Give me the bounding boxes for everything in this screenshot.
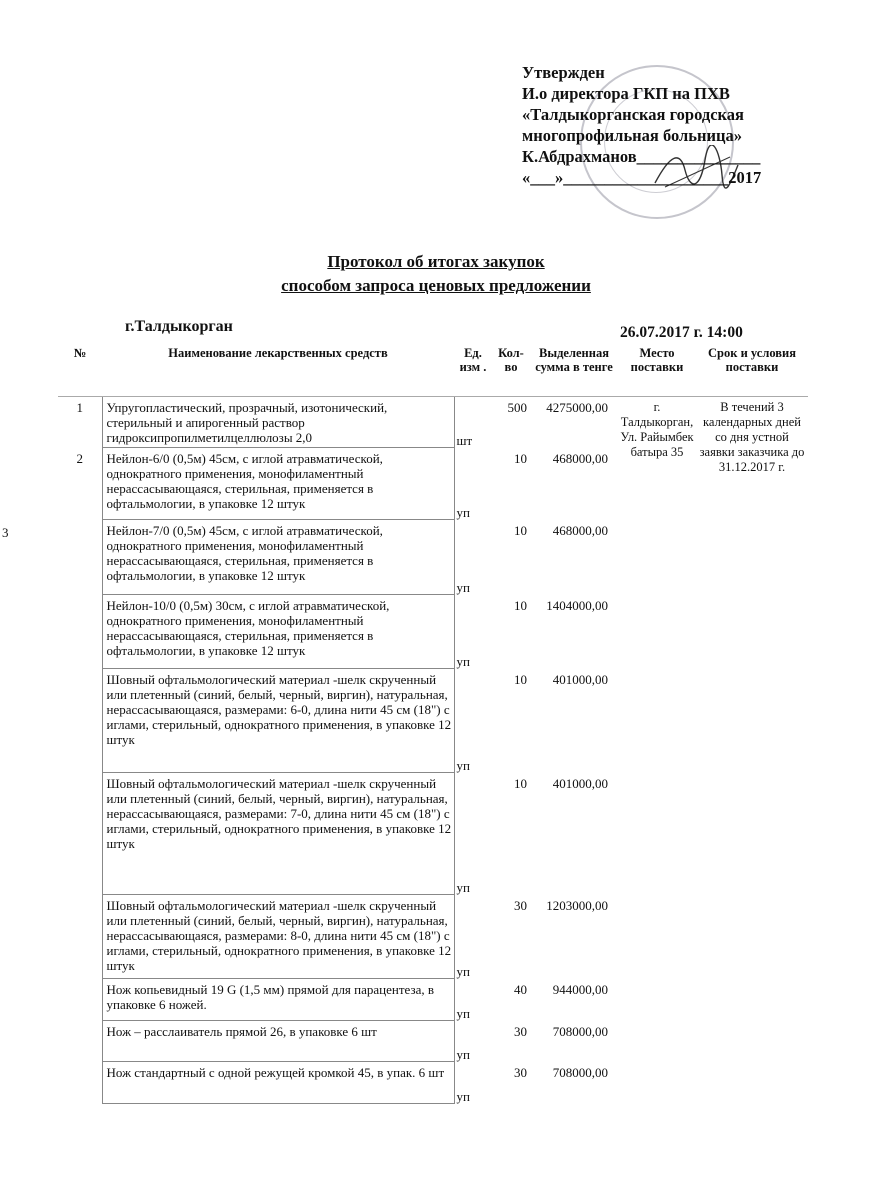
col-header-name: Наименование лекарственных средств xyxy=(102,340,454,397)
col-header-term: Срок и условия поставки xyxy=(696,340,808,397)
approval-line: многопрофильная больница» xyxy=(522,126,743,145)
row-num xyxy=(58,669,102,773)
row-sum: 1203000,00 xyxy=(546,897,608,913)
approval-line: И.о директора ГКП на ПХВ xyxy=(522,84,730,103)
approval-line: «Талдыкорганская городская xyxy=(522,105,744,124)
row-unit: уп xyxy=(456,504,470,520)
table-row xyxy=(58,773,808,895)
row-sum: 1404000,00 xyxy=(546,597,608,613)
row-qty: 500 xyxy=(507,400,527,415)
col-header-qty: Кол-во xyxy=(492,340,530,397)
table-row xyxy=(58,520,808,595)
row-qty: 40 xyxy=(514,981,527,997)
row-qty: 10 xyxy=(514,671,527,687)
table-row xyxy=(58,669,808,773)
row-unit: уп xyxy=(456,653,470,669)
row-unit: уп xyxy=(456,757,470,773)
row-unit: уп xyxy=(456,1046,470,1062)
row-qty: 30 xyxy=(514,897,527,913)
delivery-term: В течений 3 календарных дней со дня устной заявки заказчика до 31.12.2017 г. xyxy=(699,400,805,474)
table-row xyxy=(58,595,808,669)
row-name: Шовный офтальмологический материал -шелк скрученный или плетенный (синий, белый, черный, виргин), натуральная, нерассасывающаяся, размерами: 6-0, длина нити 45 см (18") с иглами, стерильный, однократного применения, в упаковке 12 штук xyxy=(102,669,454,773)
col-header-unit: Ед. изм . xyxy=(454,340,492,397)
table-row xyxy=(58,979,808,1021)
procurement-table xyxy=(58,340,808,1104)
row-num: 2 xyxy=(76,450,83,466)
col-header-num: № xyxy=(58,340,102,397)
row-num xyxy=(58,979,102,1021)
row-num xyxy=(58,595,102,669)
row-name: Шовный офтальмологический материал -шелк скрученный или плетенный (синий, белый, черный, виргин), натуральная, нерассасывающаяся, размерами: 8-0, длина нити 45 см (18") с иглами, стерильный, однократного применения, в упаковке 12 штук xyxy=(102,895,454,979)
row-name: Нож – расслаиватель прямой 26, в упаковке 6 шт xyxy=(102,1021,454,1062)
row-sum: 4275000,00 xyxy=(546,400,608,415)
row-name: Нейлон-10/0 (0,5м) 30см, с иглой атравматической, однократного применения, монофиламентный нерассасывающаяся, стерильная, применяется в офтальмологии, в упаковке 12 штук xyxy=(102,595,454,669)
row-sum: 708000,00 xyxy=(552,1023,608,1039)
row-unit: уп xyxy=(456,963,470,979)
row-sum: 401000,00 xyxy=(552,671,608,687)
document-title: Протокол об итогах закупок xyxy=(327,252,545,271)
row-name: Упругопластический, прозрачный, изотонический, стерильный и апирогенный раствор гидроксипропилметилцеллюлозы 2,0 xyxy=(102,397,454,448)
row-unit: уп xyxy=(456,879,470,895)
approval-line: «___»____________________2017 xyxy=(522,168,762,187)
table-row xyxy=(58,397,808,448)
row-num xyxy=(58,1021,102,1062)
table-row xyxy=(58,1021,808,1062)
row-num xyxy=(58,1062,102,1104)
row-qty: 10 xyxy=(514,597,527,613)
row-sum: 468000,00 xyxy=(552,450,608,466)
row-sum: 401000,00 xyxy=(552,775,608,791)
row-unit: уп xyxy=(456,1005,470,1021)
approval-line: К.Абдрахманов_______________ xyxy=(522,147,761,166)
row-name: Нейлон-6/0 (0,5м) 45см, с иглой атравматической, однократного применения, монофиламентный нерассасывающаяся, стерильная, применяется в офтальмологии, в упаковке 12 штук xyxy=(102,448,454,520)
row-name: Нейлон-7/0 (0,5м) 45см, с иглой атравматической, однократного применения, монофиламентный нерассасывающаяся, стерильная, применяется в офтальмологии, в упаковке 12 штук xyxy=(102,520,454,595)
table-row xyxy=(58,895,808,979)
row-name: Шовный офтальмологический материал -шелк скрученный или плетенный (синий, белый, черный, виргин), натуральная, нерассасывающаяся, размерами: 7-0, длина нити 45 см (18") с иглами, стерильный, однократного применения, в упаковке 12 штук xyxy=(102,773,454,895)
row-num: 3 xyxy=(2,525,9,540)
row-sum: 944000,00 xyxy=(552,981,608,997)
row-num xyxy=(58,895,102,979)
row-qty: 30 xyxy=(514,1023,527,1039)
row-unit: уп xyxy=(456,1088,470,1104)
row-unit: шт xyxy=(456,432,473,448)
row-num: 1 xyxy=(76,400,83,415)
table-row xyxy=(58,1062,808,1104)
row-num xyxy=(58,773,102,895)
city-label: г.Талдыкорган xyxy=(125,318,233,335)
document-subtitle: способом запроса ценовых предложении xyxy=(281,276,591,295)
row-unit: уп xyxy=(456,579,470,595)
row-sum: 708000,00 xyxy=(552,1064,608,1080)
approval-block xyxy=(522,62,812,188)
row-name: Нож стандартный с одной режущей кромкой 45, в упак. 6 шт xyxy=(102,1062,454,1104)
row-sum: 468000,00 xyxy=(552,522,608,538)
row-qty: 10 xyxy=(514,450,527,466)
row-qty: 10 xyxy=(514,775,527,791)
table-header-row xyxy=(58,340,808,397)
date-time: 26.07.2017 г. 14:00 xyxy=(620,324,743,341)
row-qty: 30 xyxy=(514,1064,527,1080)
approval-line: Утвержден xyxy=(522,63,605,82)
col-header-place: Место поставки xyxy=(618,340,696,397)
delivery-place: г. Талдыкорган, Ул. Райымбек батыра 35 xyxy=(620,400,694,459)
col-header-sum: Выделенная сумма в тенге xyxy=(530,340,618,397)
row-qty: 10 xyxy=(514,522,527,538)
row-name: Нож копьевидный 19 G (1,5 мм) прямой для парацентеза, в упаковке 6 ножей. xyxy=(102,979,454,1021)
